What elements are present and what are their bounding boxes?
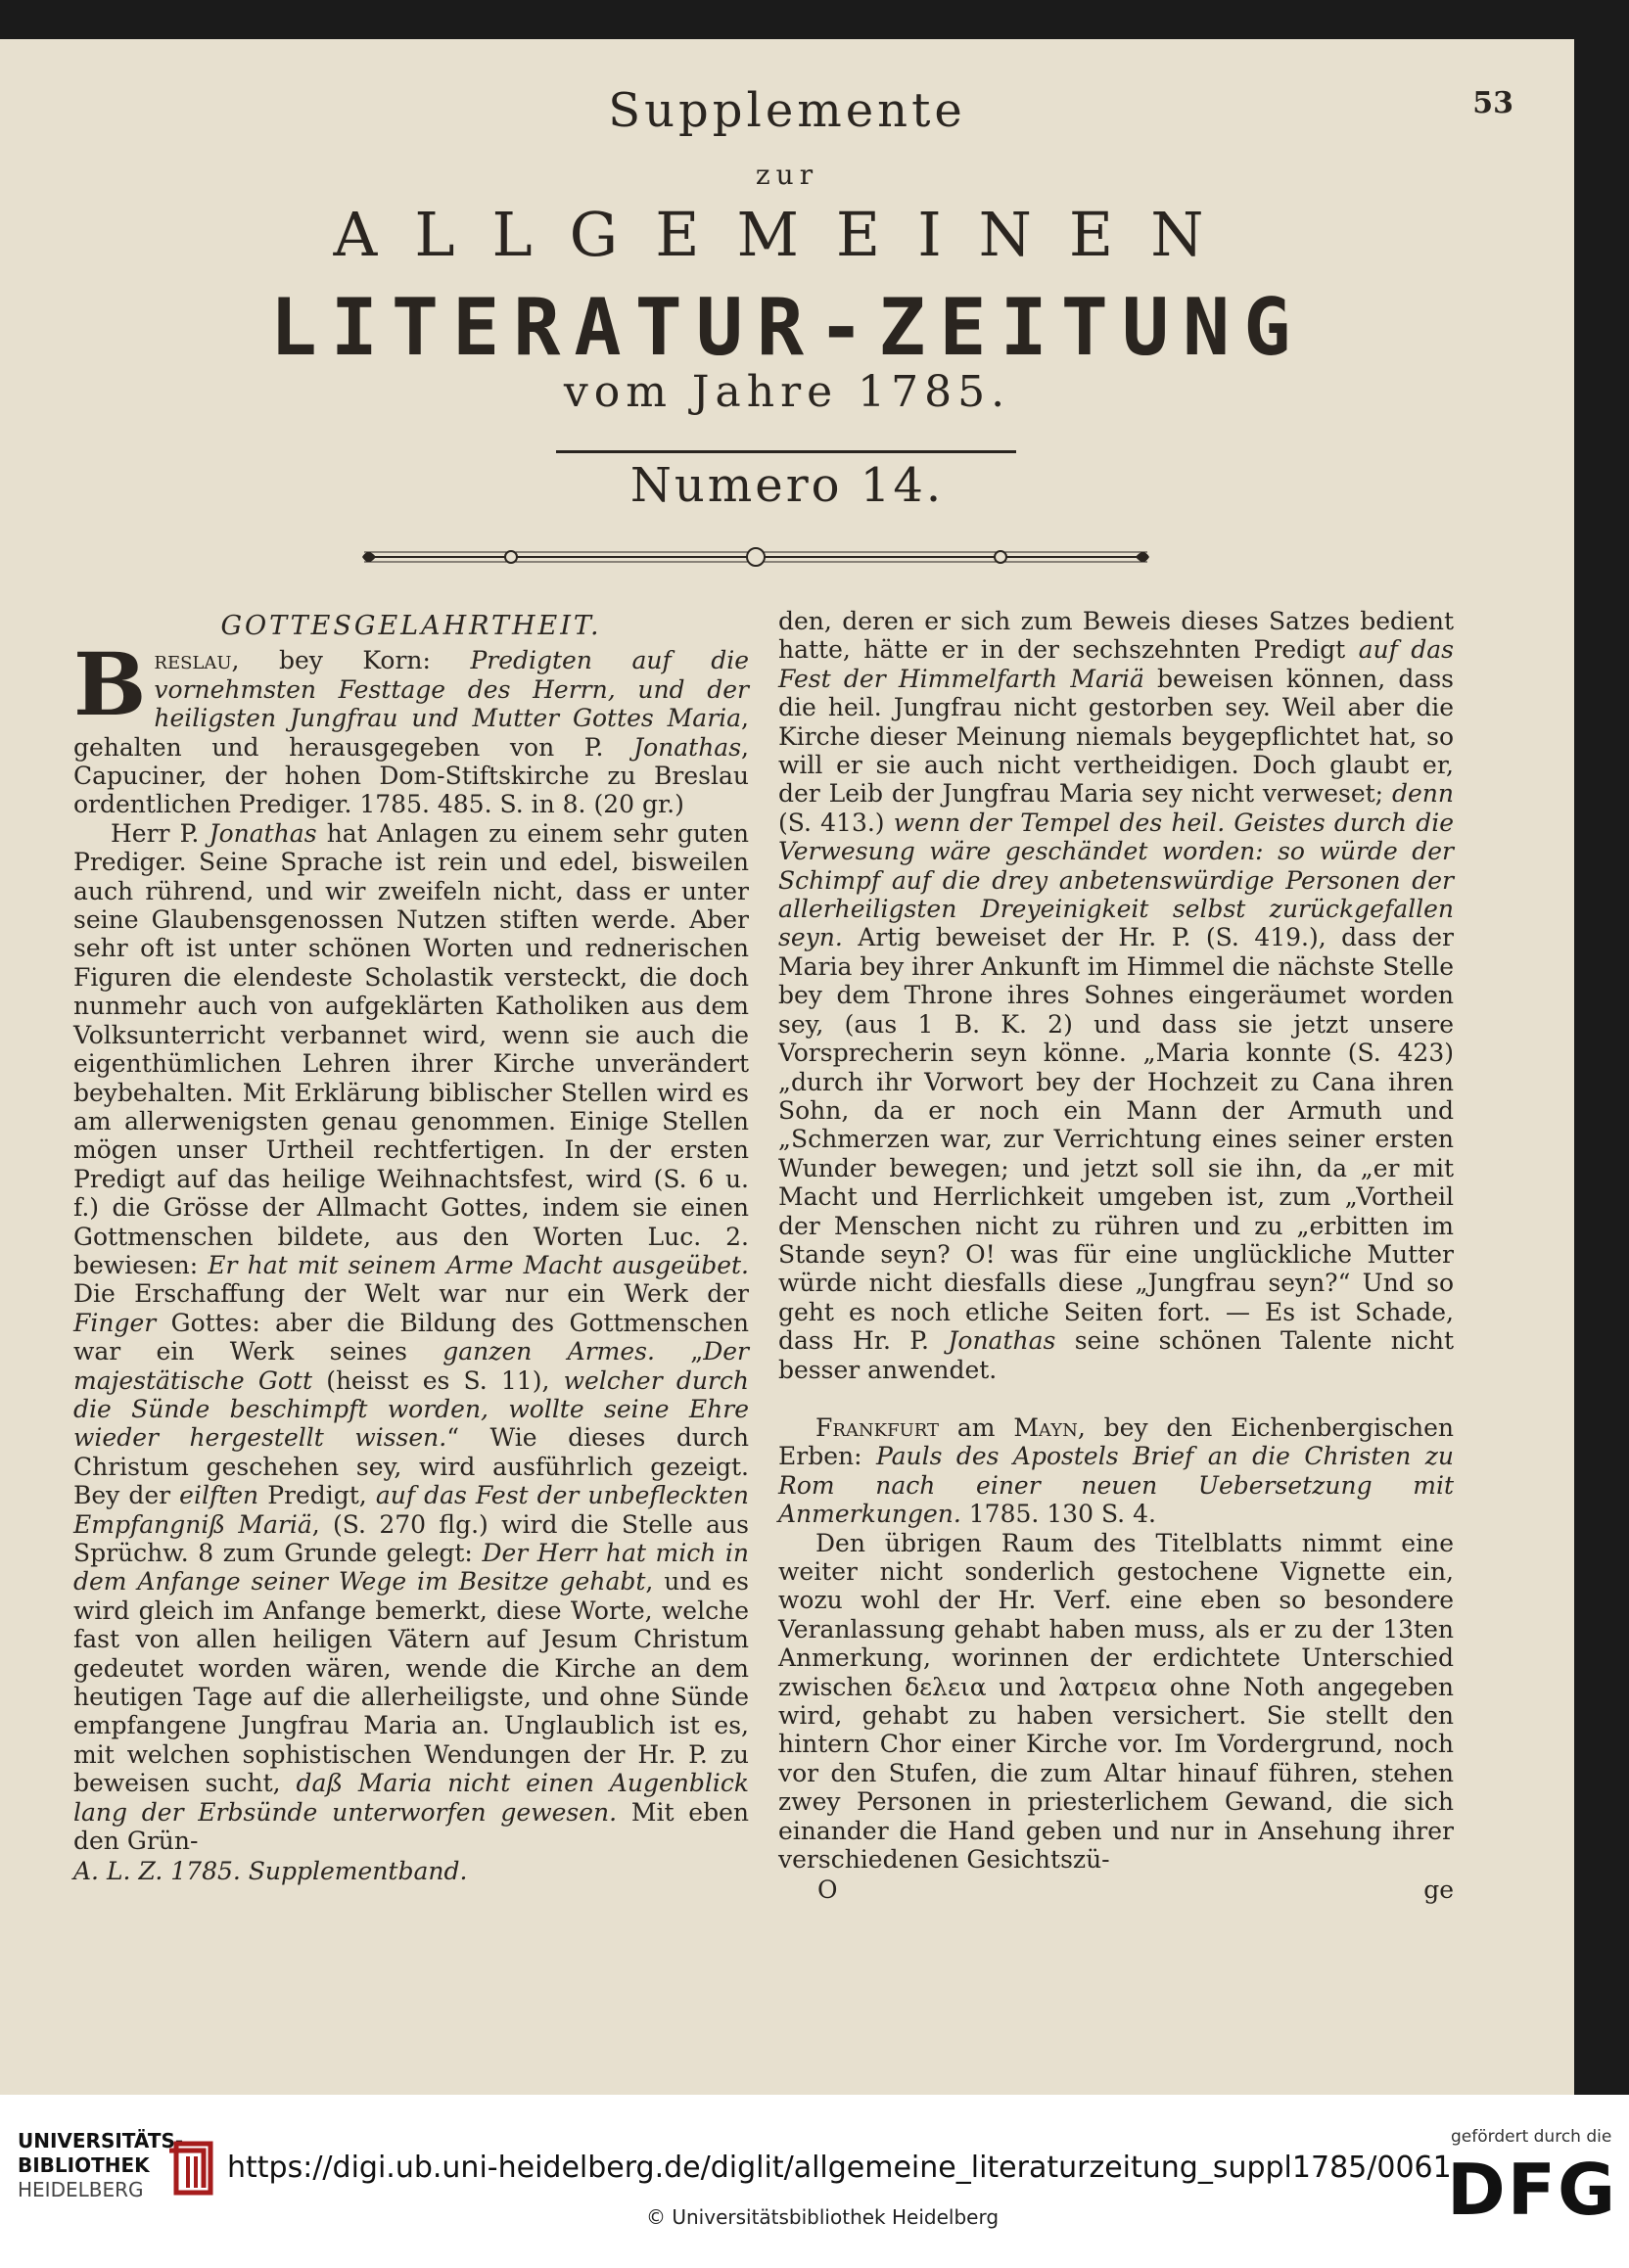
journal-footer: A. L. Z. 1785. Supplementband. <box>73 1857 468 1886</box>
masthead-allgemeinen: ALLGEMEINEN <box>333 199 1241 270</box>
review-breslau-continued: den, deren er sich zum Beweis dieses Satzes bedient hatte, hätte er in der sechszehnten Predigt auf das Fest der Himmelfarth Mariä beweisen können, dass die heil. Jungfrau nicht gestorben sey. Weil aber die Kirche dieser Meinung niemals beygepflichtet hat, so will er sie auch nicht vertheidigen. Doch glaubt er, der Leib der Jungfrau Maria sey nicht verweset; denn (S. 413.) wenn der Tempel des heil. Geistes durch die Verwesung wäre geschändet worden: so würde der Schimpf auf die drey anbetenswürdige Personen der allerheiligsten Dreyeinigkeit selbst zurückgefallen seyn. Artig beweiset der Hr. P. (S. 419.), dass der Maria bey ihrer Ankunft im Himmel die nächste Stelle bey dem Throne ihres Sohnes eingeräumet worden sey, (aus 1 B. K. 2) und dass sie jetzt unsere Vorsprecherin seyn könne. „Maria konnte (S. 423) „durch ihr Vorwort bey der Hochzeit zu Cana ihren Sohn, da er noch ein Mann der Armuth und „Schmerzen war, zur Verrichtung eines seiner ersten Wunder bewegen; und jetzt soll sie ihn, da „er mit Macht und Herrlichkeit umgeben ist, zum „Vortheil der Menschen nicht zu rühren und zu „erbitten im Stande seyn? O! was für eine unglückliche Mutter würde nicht diesfalls diese „Jungfrau seyn?“ Und so geht es noch etliche Seiten fort. — Es ist Schade, dass Hr. P. Jonathas seine schönen Talente nicht besser anwendet. <box>778 607 1455 1384</box>
page-number: 53 <box>1472 86 1513 120</box>
library-logo-icon <box>166 2139 215 2198</box>
review-frankfurt: Frankfurt am Mayn, bey den Eichenbergischen Erben: Pauls des Apostels Brief an die Christen zu Rom nach einer neuen Uebersetzung mit Anmerkungen. 1785. 130 S. 4. <box>778 1412 1454 1529</box>
review-breslau: Breslau, bey Korn: Predigten auf die vornehmsten Festtage des Herrn, und der heiligsten Jungfrau und Mutter Gottes Maria, gehalten und herausgegeben von P. Jonathas, Capuciner, der hohen Dom-Stiftskirche zu Breslau ordentlichen Prediger. 1785. 485. S. in 8. (20 gr.) <box>73 633 749 819</box>
copyright-notice: © Universitätsbibliothek Heidelberg <box>646 2205 1000 2229</box>
drop-cap: B <box>73 633 147 736</box>
section-heading: GOTTESGELAHRTHEIT. <box>220 611 602 641</box>
ornament-divider <box>354 542 1157 572</box>
permalink-url[interactable]: https://digi.ub.uni-heidelberg.de/diglit/allgemeine_literaturzeitung_suppl1785/0061 <box>227 2151 1452 2185</box>
masthead-supplemente: Supplemente <box>608 83 966 138</box>
scanned-page <box>0 39 1574 2095</box>
left-column <box>73 607 749 1886</box>
masthead-literatur-zeitung: LITERATUR-ZEITUNG <box>269 282 1305 373</box>
issue-number: Numero 14. <box>629 458 945 513</box>
review-breslau-body: Herr P. Jonathas hat Anlagen zu einem sehr guten Prediger. Seine Sprache ist rein und edel, bisweilen auch rührend, und wir zweifeln nicht, dass er unter seine Glaubensgenossen Nutzen stiften werde. Aber sehr oft ist unter schönen Worten und rednerischen Figuren die elendeste Scholastik versteckt, die doch nunmehr auch von aufgeklärten Katholiken aus dem Volksunterricht verbannet wird, wenn sie auch die eigenthümlichen Lehren ihrer Kirche unverändert beybehalten. Mit Erklärung biblischer Stellen wird es am allerwenigsten genau genommen. Einige Stellen mögen unser Urtheil rechtfertigen. In der ersten Predigt auf das heilige Weihnachtsfest, wird (S. 6 u. f.) die Grösse der Allmacht Gottes, indem sie einen Gottmenschen bildete, aus den Worten Luc. 2. bewiesen: Er hat mit seinem Arme Macht ausgeübet. Die Erschaffung der Welt war nur ein Werk der Finger Gottes: aber die Bildung des Gottmenschen war ein Werk seines ganzen Armes. „Der majestätische Gott (heisst es S. 11), welcher durch die Sünde beschimpft worden, wollte seine Ehre wieder hergestellt wissen.“ Wie dieses durch Christum geschehen sey, wird ausführlich gezeigt. Bey der eilften Predigt, auf das Fest der unbefleckten Empfangniß Mariä, (S. 270 flg.) wird die Stelle aus Sprüchw. 8 zum Grunde gelegt: Der Herr hat mich in dem Anfange seiner Wege im Besitze gehabt, und es wird gleich im Anfange bemerkt, diese Worte, welche fast von allen heiligen Vätern auf Jesum Christum gedeutet worden wären, wende die Kirche an dem heutigen Tage auf die allerheiligste, und ohne Sünde empfangene Jungfrau Maria an. Unglaublich ist es, mit welchen sophistischen Wendungen der Hr. P. zu beweisen sucht, daß Maria nicht einen Augenblick lang der Erbsünde unterworfen gewesen. Mit eben den Grün- <box>73 818 750 1856</box>
funding-note: gefördert durch die <box>1451 2127 1612 2147</box>
masthead-zur: zur <box>755 159 819 191</box>
signature-line <box>778 1875 1454 1904</box>
catchword: ge <box>1423 1875 1454 1905</box>
masthead-year: vom Jahre 1785. <box>563 367 1011 417</box>
digitization-footer <box>0 2095 1629 2268</box>
masthead-rule <box>556 450 1016 453</box>
dfg-logo: DFG <box>1447 2149 1618 2231</box>
review-frankfurt-body: Den übrigen Raum des Titelblatts nimmt eine weiter nicht sonderlich gestochene Vignette ein, wozu wohl der Hr. Verf. eine eben so besondere Veranlassung gehabt haben muss, als er zu der 13ten Anmerkung, worinnen der erdichtete Unterschied zwischen δελεια und λατρεια ohne Noth angegeben wird, gehabt zu haben versichert. Sie stellt den hintern Chor einer Kirche vor. Im Vordergrund, noch vor den Stufen, die zum Altar hinauf führen, stehen zwey Personen in priesterlichem Gewand, die sich einander die Hand geben und nur in Ansehung ihrer verschiedenen Gesichtszü- <box>778 1528 1454 1875</box>
library-name: UNIVERSITÄTS- BIBLIOTHEK HEIDELBERG <box>18 2129 184 2201</box>
right-column <box>778 607 1454 1905</box>
signature-mark: O <box>817 1875 838 1905</box>
